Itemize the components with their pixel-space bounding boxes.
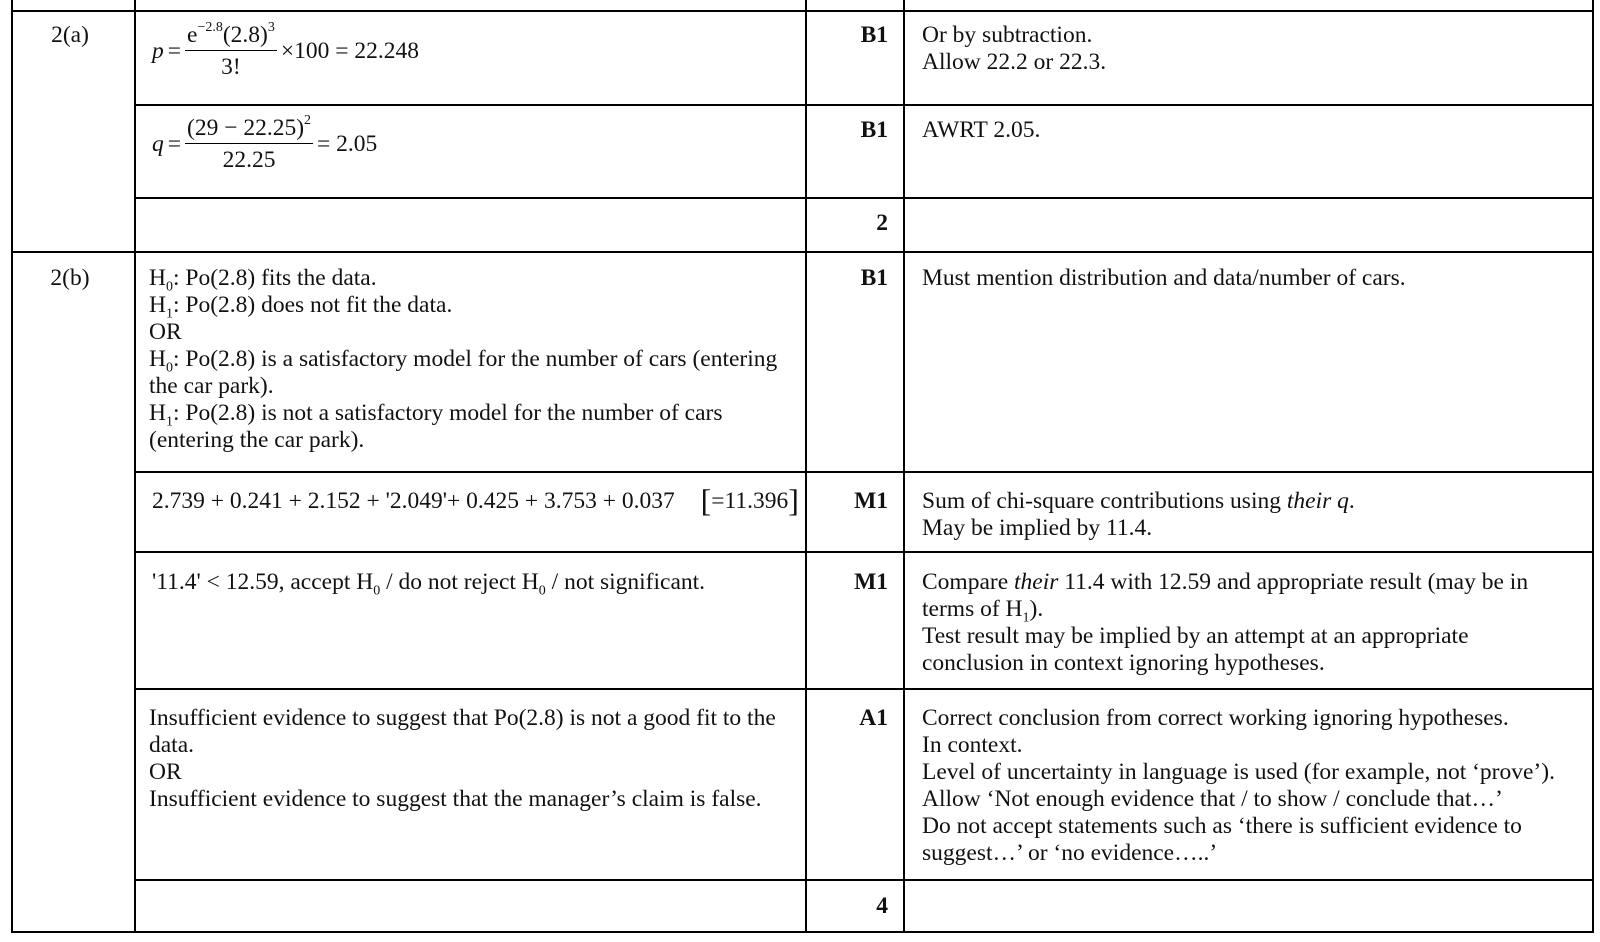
equals-sign: = [167, 38, 182, 64]
numerator-term: (2.8) [222, 22, 268, 48]
p-numerator [185, 22, 277, 51]
column-divider [134, 0, 136, 933]
mark-sum: M1 [854, 488, 888, 514]
row-divider [135, 471, 1594, 473]
row-divider [11, 10, 1594, 12]
equals-sign: = [167, 131, 182, 157]
hypothesis-line-continued: the car park). [149, 373, 274, 399]
guidance-line: Or by subtraction. [922, 22, 1093, 48]
column-divider [11, 0, 13, 933]
p-denominator: 3! [221, 54, 241, 80]
q-result: = 2.05 [317, 131, 378, 157]
guidance-hypotheses: Must mention distribution and data/number of cars. [922, 265, 1406, 291]
row-divider [11, 931, 1594, 933]
guidance-conclusion: Correct conclusion from correct working ignoring hypotheses. In context. Level of uncertainty in language is used (for example, not ‘prove’). Allow ‘Not enough evidence that / to show / conclude that…’ Do not accept statements such as ‘there is sufficient evidence to suggest…’ or ‘no evidence…..’ [922, 705, 1555, 866]
answer-q-formula [152, 115, 807, 174]
mark-p: B1 [860, 22, 888, 48]
mark-hypotheses: B1 [860, 265, 888, 291]
answer-conclusion: Insufficient evidence to suggest that Po(2.8) is not a good fit to the data. OR Insufficient evidence to suggest that the manager’s claim is false. [149, 705, 776, 812]
row-divider [135, 197, 1594, 199]
guidance-q: AWRT 2.05. [922, 117, 1041, 143]
p-result: ×100 = 22.248 [280, 38, 420, 64]
mark-q: B1 [860, 117, 888, 143]
answer-p-formula [152, 22, 807, 81]
answer-comparison: '11.4' < 12.59, accept $H_0$ / do not reject $H_0$ / not significant. [152, 569, 706, 599]
hypothesis-line: $H_1$: Po(2.8) is not a satisfactory model for the number of cars [149, 400, 723, 430]
q-fraction [185, 115, 313, 174]
hypothesis-line: $H_1$: Po(2.8) does not fit the data. [149, 292, 453, 322]
total-mark-2b: 4 [876, 893, 888, 919]
row-divider [135, 551, 1594, 553]
numerator-term: (29 − 22.25) [187, 115, 305, 141]
question-number: 2(b) [50, 265, 90, 291]
var-q: q [152, 131, 164, 157]
hypothesis-line-continued: (entering the car park). [149, 427, 365, 453]
total-mark-2a: 2 [876, 210, 888, 236]
answer-chi-square-sum [152, 482, 807, 518]
hypothesis-line: $H_0$: Po(2.8) fits the data. [149, 265, 377, 295]
sum-total: [=11.396] [700, 482, 799, 518]
q-denominator: 22.25 [222, 147, 276, 173]
guidance-comparison: Compare their 11.4 with 12.59 and appropriate result (may be in terms of $H_1$). Test result may be implied by an attempt at an appropriate conclusion in context ignoring hypotheses. [922, 569, 1529, 676]
exponent: 2 [304, 113, 312, 129]
row-divider [135, 688, 1594, 690]
or-label: OR [149, 319, 182, 345]
q-numerator [185, 115, 313, 144]
row-divider [11, 251, 1594, 253]
e-symbol: e [187, 22, 198, 48]
exponent: 3 [267, 20, 275, 36]
exponent: −2.8 [197, 20, 223, 36]
p-fraction [185, 22, 277, 81]
question-number: 2(a) [51, 22, 89, 48]
row-divider [135, 104, 1594, 106]
guidance-line: Allow 22.2 or 22.3. [922, 49, 1107, 75]
var-p: p [152, 38, 164, 64]
guidance-sum: Sum of chi-square contributions using their q. May be implied by 11.4. [922, 488, 1355, 541]
row-divider [135, 879, 1594, 881]
mark-conclusion: A1 [859, 705, 888, 731]
answer-hypotheses [149, 265, 804, 454]
sum-expression: 2.739 + 0.241 + 2.152 + '2.049'+ 0.425 + 3.753 + 0.037 [152, 488, 675, 514]
column-divider [1592, 0, 1594, 933]
hypothesis-line: $H_0$: Po(2.8) is a satisfactory model for the number of cars (entering [149, 346, 778, 376]
column-divider [903, 0, 905, 933]
guidance-p [922, 22, 1592, 76]
mark-comparison: M1 [854, 569, 888, 595]
